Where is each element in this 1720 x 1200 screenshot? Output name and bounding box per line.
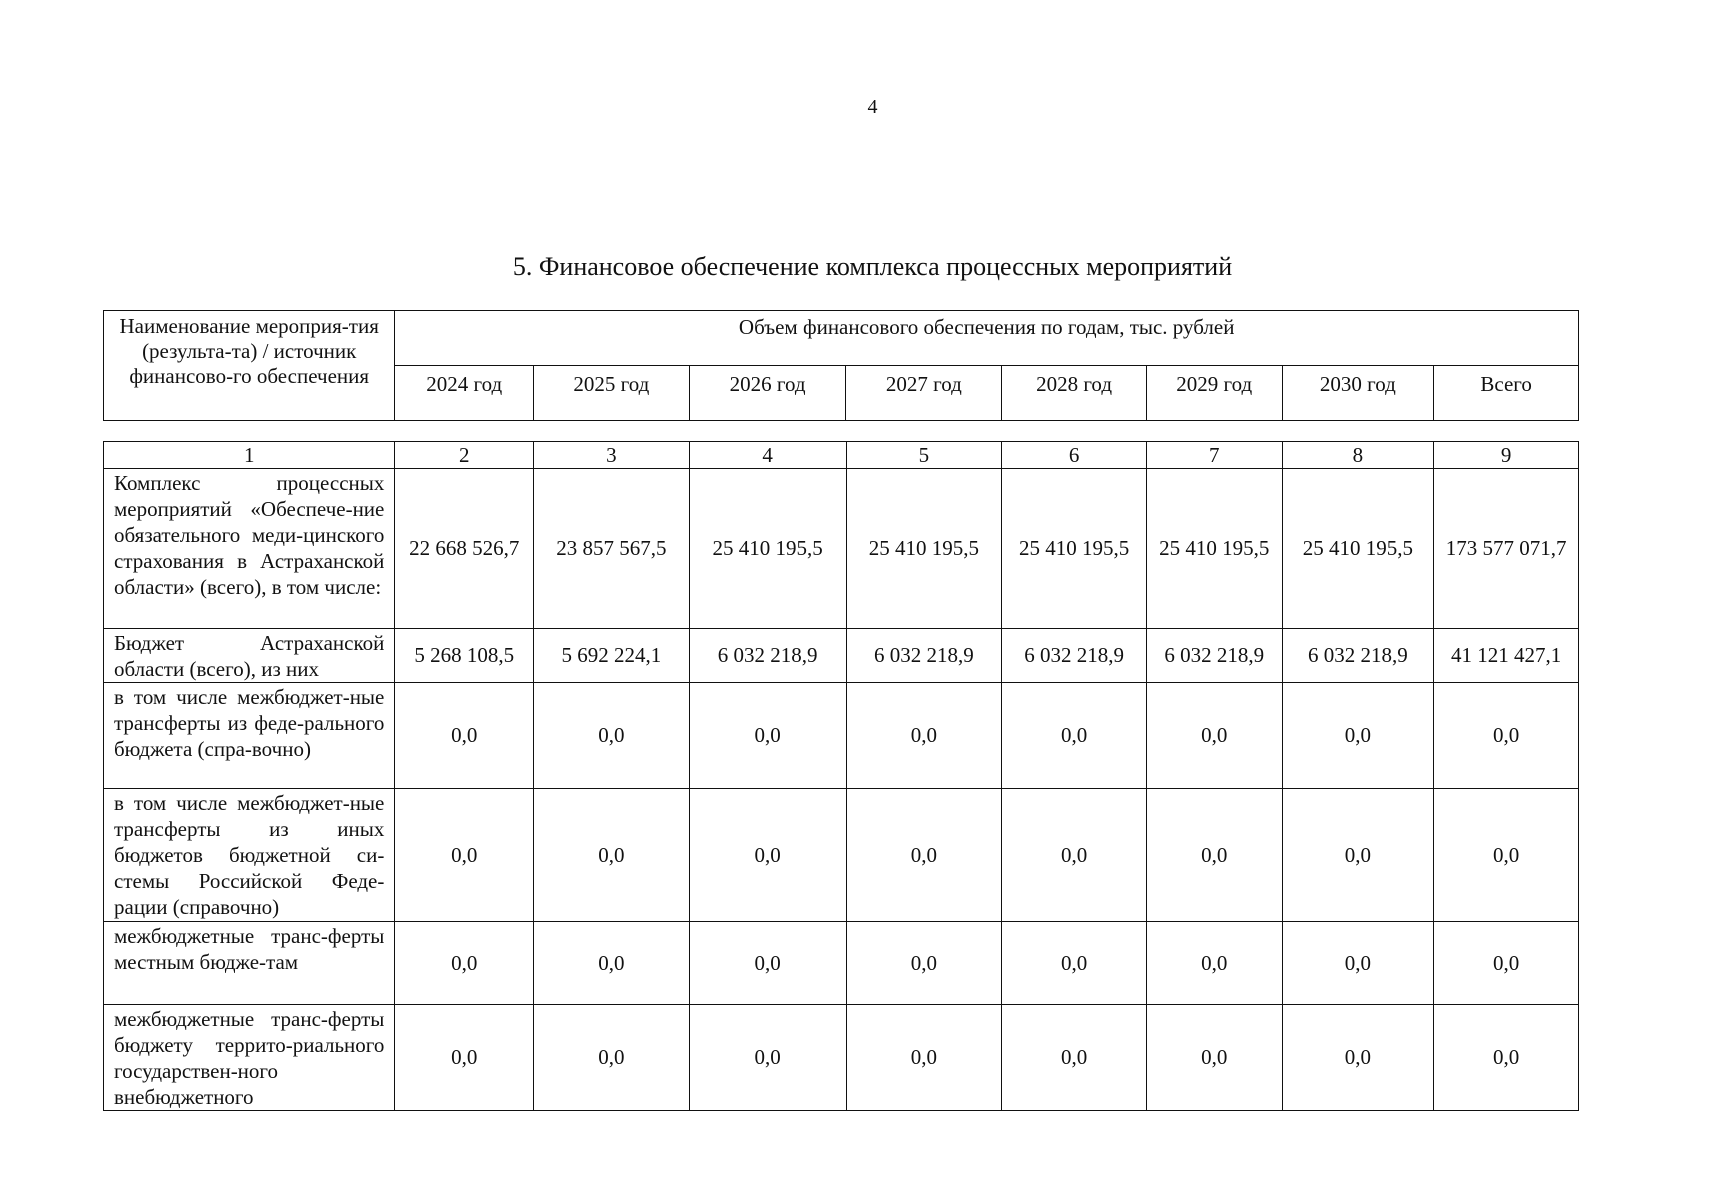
column-number: 3: [534, 442, 690, 469]
value-cell: 22 668 526,7: [395, 469, 534, 629]
value-cell: 25 410 195,5: [1282, 469, 1434, 629]
value-cell: 23 857 567,5: [534, 469, 690, 629]
value-cell: 0,0: [1282, 1005, 1434, 1111]
value-cell: 0,0: [1146, 1005, 1282, 1111]
row-name: межбюджетные транс-ферты бюджету террито-риального государствен-ного внебюджетного: [104, 1005, 395, 1111]
table-row: [104, 922, 1579, 1005]
value-cell: 0,0: [395, 1005, 534, 1111]
value-cell: 0,0: [846, 922, 1002, 1005]
total-header: Всего: [1434, 366, 1579, 421]
row-name: в том числе межбюджет-ные трансферты из феде-рального бюджета (спра-вочно): [104, 683, 395, 789]
total-cell: 173 577 071,7: [1434, 469, 1579, 629]
value-cell: 0,0: [689, 922, 846, 1005]
total-cell: 0,0: [1434, 1005, 1579, 1111]
table-row: [104, 629, 1579, 683]
value-cell: 25 410 195,5: [689, 469, 846, 629]
value-cell: 0,0: [534, 922, 690, 1005]
column-number: 5: [846, 442, 1002, 469]
value-cell: 0,0: [1146, 683, 1282, 789]
value-cell: 0,0: [534, 1005, 690, 1111]
section-title: 5. Финансовое обеспечение комплекса процессных мероприятий: [512, 252, 1233, 281]
value-cell: 6 032 218,9: [846, 629, 1002, 683]
value-cell: 0,0: [1002, 1005, 1147, 1111]
value-cell: 0,0: [1282, 683, 1434, 789]
value-cell: 0,0: [846, 789, 1002, 922]
year-header: 2026 год: [689, 366, 846, 421]
column-number: 8: [1282, 442, 1434, 469]
value-cell: 0,0: [846, 683, 1002, 789]
value-cell: 0,0: [1146, 789, 1282, 922]
row-name: Бюджет Астраханской области (всего), из них: [104, 629, 395, 683]
value-cell: 0,0: [1282, 789, 1434, 922]
financing-table-body: [103, 441, 1579, 1111]
value-cell: 0,0: [1146, 922, 1282, 1005]
value-cell: 0,0: [689, 1005, 846, 1111]
table-row: [104, 469, 1579, 629]
column-number: 4: [689, 442, 846, 469]
year-header: 2030 год: [1282, 366, 1434, 421]
year-header: 2028 год: [1002, 366, 1147, 421]
year-header: 2029 год: [1146, 366, 1282, 421]
table-row: [104, 789, 1579, 922]
column-number-row: [104, 442, 1579, 469]
value-cell: 0,0: [534, 683, 690, 789]
row-name: межбюджетные транс-ферты местным бюдже-там: [104, 922, 395, 1005]
year-header: 2024 год: [395, 366, 534, 421]
page-number: 4: [867, 96, 878, 118]
row-name: в том числе межбюджет-ные трансферты из иных бюджетов бюджетной си-стемы Российской Феде-рации (справочно): [104, 789, 395, 922]
volume-column-header: Объем финансового обеспечения по годам, тыс. рублей: [395, 311, 1579, 366]
column-number: 1: [104, 442, 395, 469]
value-cell: 25 410 195,5: [1146, 469, 1282, 629]
total-cell: 41 121 427,1: [1434, 629, 1579, 683]
table-row: [104, 683, 1579, 789]
total-cell: 0,0: [1434, 683, 1579, 789]
value-cell: 6 032 218,9: [1002, 629, 1147, 683]
value-cell: 0,0: [689, 789, 846, 922]
total-cell: 0,0: [1434, 922, 1579, 1005]
column-number: 9: [1434, 442, 1579, 469]
year-header: 2027 год: [846, 366, 1002, 421]
value-cell: 0,0: [1002, 922, 1147, 1005]
column-number: 6: [1002, 442, 1147, 469]
row-name: Комплекс процессных мероприятий «Обеспече-ние обязательного меди-цинского страхования в Астраханской области» (всего), в том числе:: [104, 469, 395, 629]
table-row: [104, 1005, 1579, 1111]
name-column-header: Наименование мероприя-тия (результа-та) / источник финансово-го обеспечения: [104, 311, 395, 421]
value-cell: 0,0: [395, 683, 534, 789]
value-cell: 0,0: [395, 922, 534, 1005]
value-cell: 25 410 195,5: [846, 469, 1002, 629]
value-cell: 6 032 218,9: [1282, 629, 1434, 683]
value-cell: 6 032 218,9: [689, 629, 846, 683]
year-header: 2025 год: [534, 366, 690, 421]
column-number: 2: [395, 442, 534, 469]
value-cell: 0,0: [1282, 922, 1434, 1005]
value-cell: 0,0: [1002, 683, 1147, 789]
total-cell: 0,0: [1434, 789, 1579, 922]
financing-table-header: [103, 310, 1579, 421]
value-cell: 25 410 195,5: [1002, 469, 1147, 629]
value-cell: 5 268 108,5: [395, 629, 534, 683]
value-cell: 6 032 218,9: [1146, 629, 1282, 683]
column-number: 7: [1146, 442, 1282, 469]
value-cell: 0,0: [846, 1005, 1002, 1111]
value-cell: 0,0: [1002, 789, 1147, 922]
value-cell: 0,0: [689, 683, 846, 789]
value-cell: 0,0: [534, 789, 690, 922]
value-cell: 5 692 224,1: [534, 629, 690, 683]
value-cell: 0,0: [395, 789, 534, 922]
